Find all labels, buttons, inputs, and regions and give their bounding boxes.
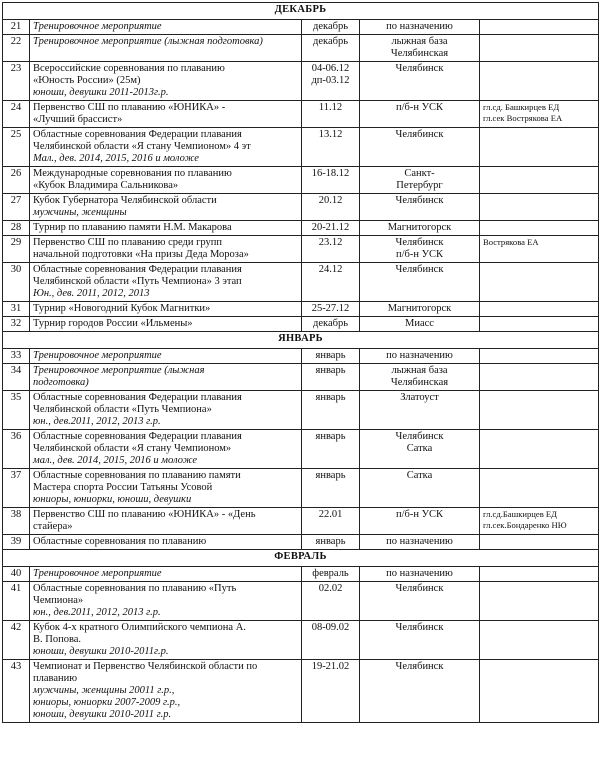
event-name-line: Международные соревнования по плаванию: [33, 168, 232, 179]
event-place-line: Челябинск: [395, 661, 444, 672]
event-date: 24.12: [302, 263, 360, 302]
event-place-line: Миасс: [405, 318, 434, 329]
table-row: [3, 660, 599, 723]
event-place-cell: [360, 430, 480, 469]
table-row: [3, 430, 599, 469]
event-name-line: Областные соревнования Федерации плавания: [33, 431, 242, 442]
event-place-cell: [360, 167, 480, 194]
event-number: 21: [3, 20, 30, 35]
event-officials-cell: [480, 194, 599, 221]
table-row: [3, 167, 599, 194]
event-name-line: Областные соревнования Федерации плавания: [33, 264, 242, 275]
month-title: ФЕВРАЛЬ: [3, 550, 599, 567]
event-name-line: Всероссийские соревнования по плаванию: [33, 63, 225, 74]
event-place-line: по назначению: [386, 21, 453, 32]
event-officials-cell: [480, 621, 599, 660]
event-number: 29: [3, 236, 30, 263]
event-place-line: Челябинская: [390, 377, 449, 388]
event-place-cell: [360, 621, 480, 660]
event-number: 28: [3, 221, 30, 236]
event-place-cell: [360, 469, 480, 508]
event-name-line: Челябинской области «Путь Чемпиона» 3 этап: [33, 276, 242, 287]
table-row: [3, 317, 599, 332]
event-officials-cell: [480, 349, 599, 364]
event-name-line: Тренировочное мероприятие: [33, 568, 162, 579]
event-date: январь: [302, 349, 360, 364]
event-date: 08-09.02: [302, 621, 360, 660]
month-title: ЯНВАРЬ: [3, 332, 599, 349]
event-date: февраль: [302, 567, 360, 582]
event-place-line: Челябинск: [395, 583, 444, 594]
event-officials-cell: [480, 430, 599, 469]
event-name-line: стайера»: [33, 521, 73, 532]
event-name-cell: [30, 364, 302, 391]
event-officials-cell: [480, 62, 599, 101]
event-official-line: гл.сек Вострякова ЕА: [483, 113, 563, 123]
event-officials-cell: [480, 660, 599, 723]
event-name-line: Областные соревнования Федерации плавания: [33, 129, 242, 140]
event-place-line: Магнитогорск: [387, 222, 452, 233]
event-number: 34: [3, 364, 30, 391]
event-name-cell: [30, 236, 302, 263]
event-name-line: Первенство СШ по плаванию «ЮНИКА» - «День: [33, 509, 256, 520]
event-place-cell: [360, 35, 480, 62]
event-officials-cell: [480, 35, 599, 62]
event-name-cell: [30, 302, 302, 317]
event-participants: юноши, девушки 2011-2013г.р.: [33, 87, 169, 98]
event-officials-cell: [480, 221, 599, 236]
table-row: [3, 508, 599, 535]
event-name-line: Областные соревнования по плаванию «Путь: [33, 583, 237, 594]
event-officials-cell: [480, 317, 599, 332]
event-number: 42: [3, 621, 30, 660]
table-row: [3, 582, 599, 621]
event-date: 16-18.12: [302, 167, 360, 194]
event-name-cell: [30, 101, 302, 128]
event-date: декабрь: [302, 317, 360, 332]
table-row: [3, 62, 599, 101]
event-date: декабрь: [302, 20, 360, 35]
event-place-cell: [360, 535, 480, 550]
table-row: [3, 391, 599, 430]
event-place-line: Петербург: [396, 180, 443, 191]
event-name-cell: [30, 535, 302, 550]
event-name-cell: [30, 508, 302, 535]
event-name-line: Тренировочное мероприятие: [33, 350, 162, 361]
event-number: 39: [3, 535, 30, 550]
month-header-row: [3, 332, 599, 349]
event-number: 33: [3, 349, 30, 364]
event-number: 24: [3, 101, 30, 128]
event-name-cell: [30, 349, 302, 364]
event-name-line: Кубок 4-х кратного Олимпийского чемпиона А.: [33, 622, 246, 633]
month-header-row: [3, 550, 599, 567]
event-name-line: Областные соревнования Федерации плавания: [33, 392, 242, 403]
event-place-cell: [360, 20, 480, 35]
event-participants: Мал., дев. 2014, 2015, 2016 и моложе: [33, 153, 199, 164]
event-officials-cell: [480, 469, 599, 508]
event-name-line: Первенство СШ по плаванию среди групп: [33, 237, 223, 248]
event-number: 37: [3, 469, 30, 508]
event-place-line: лыжная база: [391, 365, 448, 376]
event-name-line: Областные соревнования по плаванию: [33, 536, 207, 547]
event-place-line: Сатка: [406, 470, 433, 481]
event-name-line: «Лучший брассист»: [33, 114, 123, 125]
schedule-body: [3, 3, 599, 723]
month-title: ДЕКАБРЬ: [3, 3, 599, 20]
event-date: 25-27.12: [302, 302, 360, 317]
event-place-cell: [360, 263, 480, 302]
table-row: [3, 567, 599, 582]
event-place-cell: [360, 582, 480, 621]
event-date: 22.01: [302, 508, 360, 535]
table-row: [3, 194, 599, 221]
event-official-line: гл.сд. Башкирцев ЕД: [483, 102, 560, 112]
event-name-line: Чемпионат и Первенство Челябинской области по: [33, 661, 258, 672]
event-name-line: плаванию: [33, 673, 78, 684]
table-row: [3, 469, 599, 508]
event-place-line: по назначению: [386, 568, 453, 579]
table-row: [3, 221, 599, 236]
event-place-cell: [360, 302, 480, 317]
table-row: [3, 535, 599, 550]
schedule-table: [2, 2, 599, 723]
event-number: 43: [3, 660, 30, 723]
event-name-cell: [30, 128, 302, 167]
event-place-cell: [360, 317, 480, 332]
event-date: 20.12: [302, 194, 360, 221]
event-place-line: Челябинск: [395, 195, 444, 206]
event-number: 36: [3, 430, 30, 469]
event-officials-cell: [480, 20, 599, 35]
event-place-cell: [360, 508, 480, 535]
event-name-cell: [30, 221, 302, 236]
event-number: 27: [3, 194, 30, 221]
event-place-cell: [360, 62, 480, 101]
event-officials-cell: [480, 263, 599, 302]
event-number: 38: [3, 508, 30, 535]
event-participants: Юн., дев. 2011, 2012, 2013: [33, 288, 150, 299]
event-name-line: Турнир городов России «Ильмены»: [33, 318, 193, 329]
event-name-cell: [30, 194, 302, 221]
event-date: 02.02: [302, 582, 360, 621]
event-name-cell: [30, 263, 302, 302]
event-number: 31: [3, 302, 30, 317]
table-row: [3, 20, 599, 35]
event-place-line: п/б-н УСК: [395, 509, 444, 520]
table-row: [3, 349, 599, 364]
event-place-cell: [360, 349, 480, 364]
event-name-cell: [30, 621, 302, 660]
event-name-line: Чемпиона»: [33, 595, 84, 606]
event-participants: юн., дев.2011, 2012, 2013 г.р.: [33, 416, 161, 427]
event-name-cell: [30, 20, 302, 35]
event-date: январь: [302, 535, 360, 550]
event-place-line: Магнитогорск: [387, 303, 452, 314]
event-name-cell: [30, 567, 302, 582]
event-name-cell: [30, 469, 302, 508]
event-place-line: лыжная база: [391, 36, 448, 47]
event-date: январь: [302, 469, 360, 508]
event-name-line: В. Попова.: [33, 634, 82, 645]
event-number: 35: [3, 391, 30, 430]
event-participants: юниоры, юниорки, юноши, девушки: [33, 494, 192, 505]
event-date: 23.12: [302, 236, 360, 263]
event-participants: мужчины, женщины: [33, 207, 127, 218]
event-name-cell: [30, 582, 302, 621]
event-official-line: гл.сд.Башкирцев ЕД: [483, 509, 558, 519]
event-number: 41: [3, 582, 30, 621]
event-place-cell: [360, 567, 480, 582]
event-place-line: Санкт-: [404, 168, 435, 179]
event-official-line: гл.сек.Бондаренко НЮ: [483, 520, 567, 530]
event-name-cell: [30, 35, 302, 62]
event-officials-cell: [480, 582, 599, 621]
event-officials-cell: [480, 101, 599, 128]
event-name-line: Тренировочное мероприятие (лыжная: [33, 365, 205, 376]
table-row: [3, 263, 599, 302]
event-name-line: Челябинской области «Путь Чемпиона»: [33, 404, 212, 415]
event-name-cell: [30, 317, 302, 332]
table-row: [3, 302, 599, 317]
event-date: декабрь: [302, 35, 360, 62]
event-name-line: Кубок Губернатора Челябинской области: [33, 195, 217, 206]
month-header-row: [3, 3, 599, 20]
event-place-cell: [360, 101, 480, 128]
event-officials-cell: [480, 391, 599, 430]
event-date: январь: [302, 430, 360, 469]
table-row: [3, 35, 599, 62]
event-official-line: Вострякова ЕА: [483, 237, 539, 247]
event-place-line: Челябинская: [390, 48, 449, 59]
event-place-line: Челябинск: [395, 622, 444, 633]
event-name-line: Турнир по плаванию памяти Н.М. Макарова: [33, 222, 232, 233]
event-name-cell: [30, 391, 302, 430]
event-name-cell: [30, 430, 302, 469]
event-place-line: п/б-н УСК: [395, 249, 444, 260]
event-place-line: по назначению: [386, 536, 453, 547]
event-place-line: Челябинск: [395, 264, 444, 275]
event-date: январь: [302, 391, 360, 430]
event-officials-cell: [480, 167, 599, 194]
event-place-line: Златоуст: [400, 392, 439, 403]
event-participants: мал., дев. 2014, 2015, 2016 и моложе: [33, 455, 197, 466]
event-place-line: п/б-н УСК: [395, 102, 444, 113]
event-name-line: Челябинской области «Я стану Чемпионом» 4 эт: [33, 141, 251, 152]
event-place-cell: [360, 391, 480, 430]
event-number: 25: [3, 128, 30, 167]
event-number: 32: [3, 317, 30, 332]
event-name-line: «Кубок Владимира Сальникова»: [33, 180, 179, 191]
event-place-line: Челябинск: [395, 431, 444, 442]
event-number: 23: [3, 62, 30, 101]
event-date: 11.12: [302, 101, 360, 128]
event-number: 22: [3, 35, 30, 62]
event-name-cell: [30, 62, 302, 101]
event-officials-cell: [480, 236, 599, 263]
event-place-line: по назначению: [386, 350, 453, 361]
event-participants: юноши, девушки 2010-2011г.р.: [33, 646, 169, 657]
event-place-cell: [360, 128, 480, 167]
event-officials-cell: [480, 302, 599, 317]
event-place-cell: [360, 660, 480, 723]
event-name-line: Областные соревнования по плаванию памяти: [33, 470, 241, 481]
event-name-line: Тренировочное мероприятие (лыжная подготовка): [33, 36, 263, 47]
table-row: [3, 364, 599, 391]
event-place-cell: [360, 194, 480, 221]
event-participants: юн., дев.2011, 2012, 2013 г.р.: [33, 607, 161, 618]
event-officials-cell: [480, 567, 599, 582]
event-name-line: «Юность России» (25м): [33, 75, 141, 86]
table-row: [3, 128, 599, 167]
event-date: 20-21.12: [302, 221, 360, 236]
event-number: 40: [3, 567, 30, 582]
event-number: 26: [3, 167, 30, 194]
event-name-line: Турнир «Новогодний Кубок Магнитки»: [33, 303, 211, 314]
event-date: январь: [302, 364, 360, 391]
table-row: [3, 101, 599, 128]
event-officials-cell: [480, 508, 599, 535]
event-date: 04-06.12 дп-03.12: [302, 62, 360, 101]
event-name-line: Тренировочное мероприятие: [33, 21, 162, 32]
event-place-line: Челябинск: [395, 63, 444, 74]
event-name-line: Первенство СШ по плаванию «ЮНИКА» -: [33, 102, 226, 113]
event-place-line: Челябинск: [395, 237, 444, 248]
event-name-line: Мастера спорта России Татьяны Усовой: [33, 482, 213, 493]
event-officials-cell: [480, 128, 599, 167]
event-name-line: начальной подготовки «На призы Деда Мороза»: [33, 249, 249, 260]
event-date: 13.12: [302, 128, 360, 167]
event-name-line: подготовка): [33, 377, 89, 388]
event-name-line: Челябинской области «Я стану Чемпионом»: [33, 443, 232, 454]
event-name-cell: [30, 167, 302, 194]
event-place-cell: [360, 221, 480, 236]
event-officials-cell: [480, 535, 599, 550]
event-name-cell: [30, 660, 302, 723]
table-row: [3, 236, 599, 263]
event-date: 19-21.02: [302, 660, 360, 723]
event-place-line: Сатка: [406, 443, 433, 454]
event-place-line: Челябинск: [395, 129, 444, 140]
event-place-cell: [360, 364, 480, 391]
table-row: [3, 621, 599, 660]
event-participants: мужчины, женщины 20011 г.р., юниоры, юниорки 2007-2009 г.р., юноши, девушки 2010-2011 г.р.: [33, 685, 181, 720]
event-officials-cell: [480, 364, 599, 391]
event-place-cell: [360, 236, 480, 263]
event-number: 30: [3, 263, 30, 302]
